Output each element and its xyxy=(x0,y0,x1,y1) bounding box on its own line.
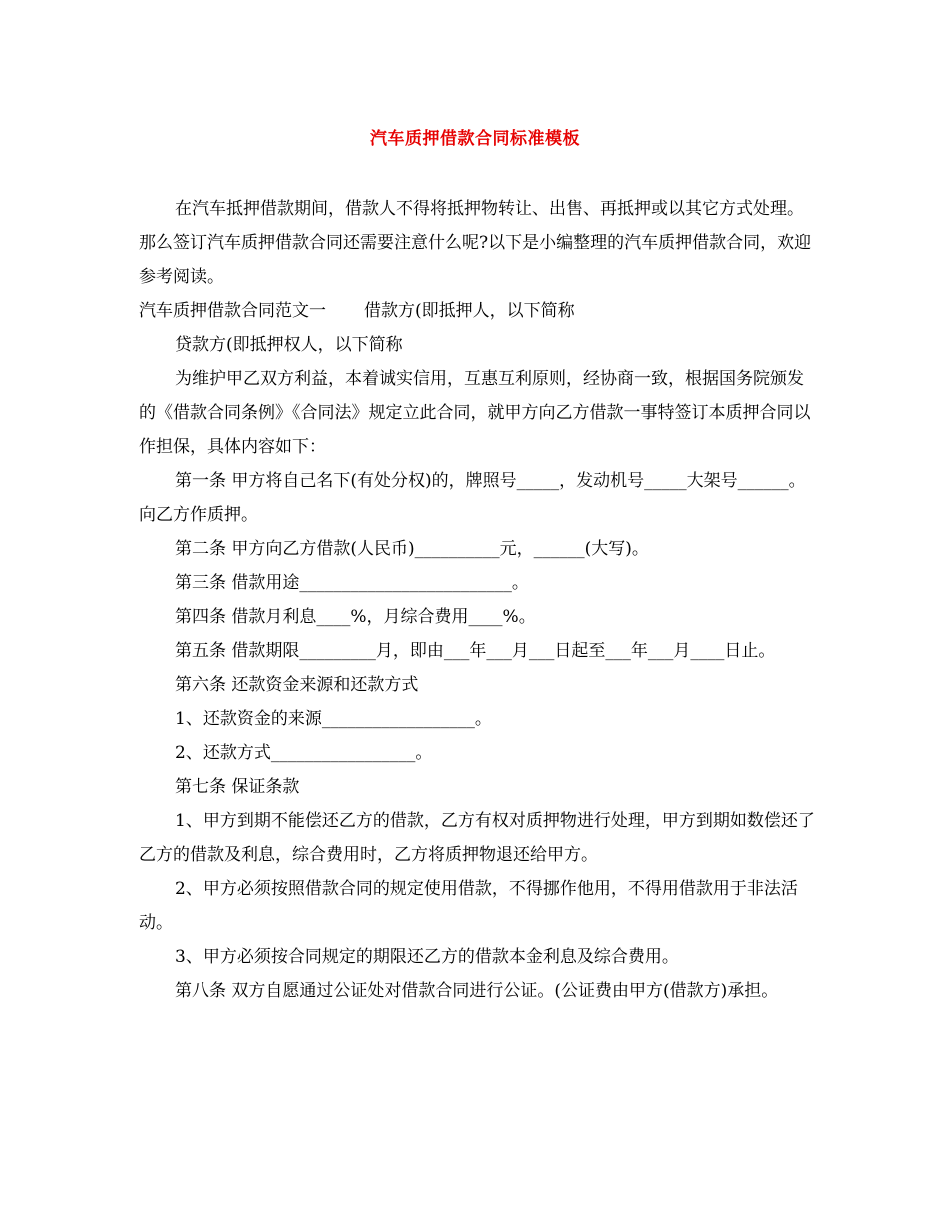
article-7-item-3: 3、甲方必须按合同规定的期限还乙方的借款本金利息及综合费用。 xyxy=(175,947,679,967)
article-3: 第三条 借款用途_________________________。 xyxy=(175,573,529,593)
borrower-line: 借款方(即抵押人，以下简称 xyxy=(364,301,575,321)
sample-heading-line xyxy=(139,294,815,328)
article-5: 第五条 借款期限_________月，即由___年___月___日起至___年___月____日止。 xyxy=(175,641,776,661)
article-7: 第七条 保证条款 xyxy=(175,777,300,797)
document-body xyxy=(139,192,815,1008)
sample-heading: 汽车质押借款合同范文一 xyxy=(139,301,326,321)
lender-line: 贷款方(即抵押权人，以下简称 xyxy=(175,335,403,355)
article-8: 第八条 双方自愿通过公证处对借款合同进行公证。(公证费由甲方(借款方)承担。 xyxy=(175,981,779,1001)
page-title: 汽车质押借款合同标准模板 xyxy=(370,129,580,149)
preamble-paragraph: 为维护甲乙双方利益，本着诚实信用，互惠互利原则，经协商一致，根据国务院颁发的《借款合同条例》《合同法》规定立此合同，就甲方向乙方借款一事特签订本质押合同以作担保，具体内容如下： xyxy=(139,369,811,457)
article-7-item-2: 2、甲方必须按照借款合同的规定使用借款，不得挪作他用，不得用借款用于非法活动。 xyxy=(139,879,798,933)
article-6-item-2: 2、还款方式_________________。 xyxy=(175,743,433,763)
intro-paragraph: 在汽车抵押借款期间，借款人不得将抵押物转让、出售、再抵押或以其它方式处理。那么签订汽车质押借款合同还需要注意什么呢?以下是小编整理的汽车质押借款合同，欢迎参考阅读。 xyxy=(139,199,812,287)
article-6-item-1: 1、还款资金的来源__________________。 xyxy=(175,709,492,729)
article-7-item-1: 1、甲方到期不能偿还乙方的借款，乙方有权对质押物进行处理，甲方到期如数偿还了乙方的借款及利息，综合费用时，乙方将质押物退还给甲方。 xyxy=(139,811,815,865)
article-2: 第二条 甲方向乙方借款(人民币)__________元，______(大写)。 xyxy=(175,539,649,559)
article-1: 第一条 甲方将自己名下(有处分权)的，牌照号_____，发动机号_____大架号______。向乙方作质押。 xyxy=(139,471,806,525)
article-6: 第六条 还款资金来源和还款方式 xyxy=(175,675,419,695)
article-4: 第四条 借款月利息____%，月综合费用____%。 xyxy=(175,607,536,627)
